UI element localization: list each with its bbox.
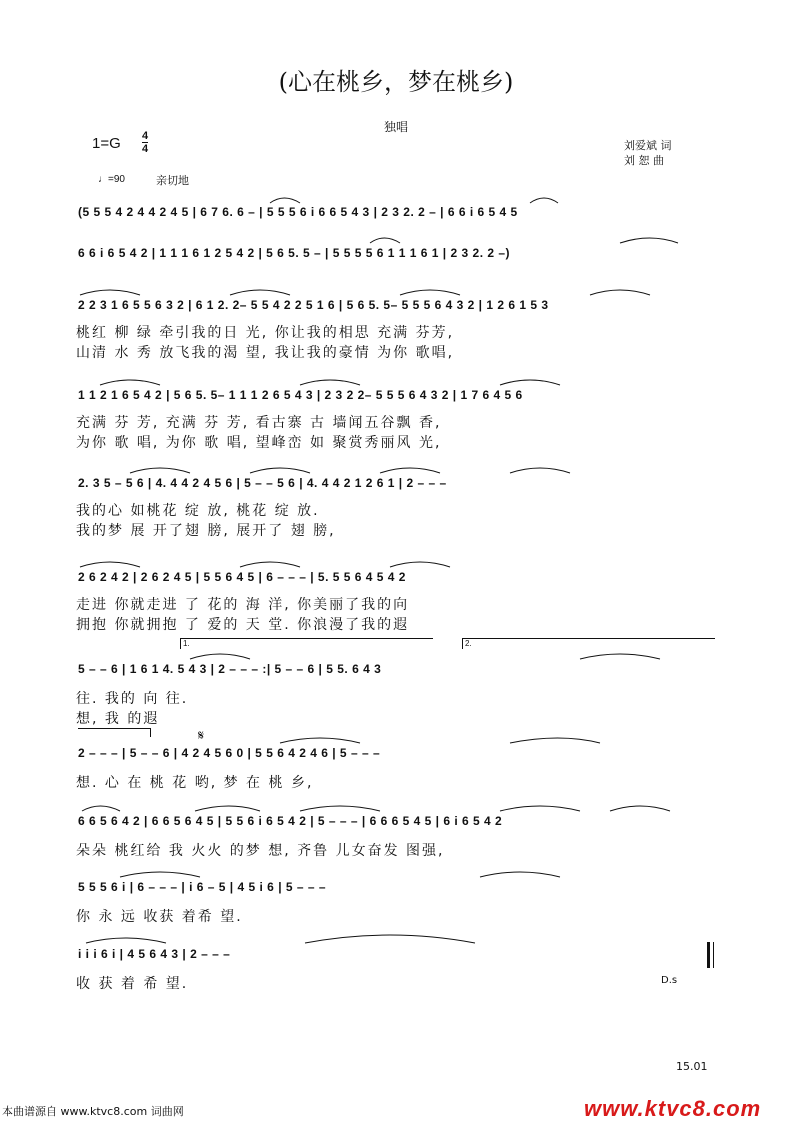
slur <box>100 380 160 385</box>
lyrics-line-11: 收 获 着 希 望. <box>76 976 189 992</box>
notation-line-4: 1 1 2 1 6 5 4 2 | 5 6 5. 5– 1 1 1 2 6 5 4 3 | 2 3 2 2– 5 5 5 6 4 3 2 | 1 7 6 4 5 6 <box>78 388 523 402</box>
slur <box>86 938 166 943</box>
second-ending-bracket: 2. <box>462 638 715 649</box>
notation-line-7: 5 – – 6 | 1 6 1 4. 5 4 3 | 2 – – – :| 5 – – 6 | 5 5. 6 4 3 <box>78 662 382 676</box>
lyrics-line-7a: 往. 我的 向 往. <box>76 691 189 707</box>
lyrics-line-6a: 走进 你就走进 了 花的 海 洋, 你美丽了我的向 <box>76 597 410 613</box>
slur <box>300 380 360 385</box>
slur <box>390 562 450 567</box>
lyrics-line-5b: 我的梦 展 开了翅 膀, 展开了 翅 膀, <box>76 523 336 539</box>
slur <box>190 654 250 659</box>
slur <box>305 935 475 943</box>
slur <box>270 198 300 203</box>
notation-line-2: 6 6 i 6 5 4 2 | 1 1 1 6 1 2 5 4 2 | 5 6 5. 5 – | 5 5 5 5 6 1 1 1 6 1 | 2 3 2. 2 –) <box>78 246 511 260</box>
slur <box>500 806 580 811</box>
slur <box>80 290 140 295</box>
slur <box>590 290 650 295</box>
notation-line-3: 2 2 3 1 6 5 5 6 3 2 | 6 1 2. 2– 5 5 4 2 2 5 1 6 | 5 6 5. 5– 5 5 5 6 4 3 2 | 1 2 6 1 5 3 <box>78 298 549 312</box>
tempo-marking: ♩=90 <box>98 174 125 185</box>
slur <box>380 468 440 473</box>
lyrics-line-3a: 桃红 柳 绿 牵引我的日 光, 你让我的相思 充满 芬芳, <box>76 325 455 341</box>
slur <box>82 806 120 811</box>
site-logo: www.ktvc8.com <box>584 1096 762 1121</box>
lyrics-line-7b: 想, 我 的遐 <box>76 711 160 727</box>
time-signature-top: 4 <box>142 130 149 142</box>
slur <box>500 380 560 385</box>
slur <box>610 806 670 811</box>
slur <box>370 238 400 243</box>
notation-line-8: 2 – – – | 5 – – 6 | 4 2 4 5 6 0 | 5 5 6 4 2 4 6 | 5 – – – <box>78 746 381 760</box>
source-footer: 本曲谱源自 www.ktvc8.com 词曲网 <box>2 1105 184 1118</box>
notation-line-6: 2 6 2 4 2 | 2 6 2 4 5 | 5 5 6 4 5 | 6 – – – | 5. 5 5 6 4 5 4 2 <box>78 570 406 584</box>
slur <box>480 872 560 877</box>
expression-marking: 亲切地 <box>156 174 189 187</box>
lyrics-line-9: 朵朵 桃红给 我 火火 的梦 想, 齐鲁 儿女奋发 图强, <box>76 843 445 859</box>
slur <box>510 738 600 743</box>
lyrics-line-4b: 为你 歌 唱, 为你 歌 唱, 望峰峦 如 聚赏秀丽风 光, <box>76 435 442 451</box>
slur <box>280 738 360 743</box>
first-ending-bracket: 1. <box>180 638 433 649</box>
lyrics-line-6b: 拥抱 你就拥抱 了 爱的 天 堂. 你浪漫了我的遐 <box>76 617 410 633</box>
notation-line-10: 5 5 5 6 i | 6 – – – | i 6 – 5 | 4 5 i 6 | 5 – – – <box>78 880 327 894</box>
lyrics-line-8: 想. 心 在 桃 花 哟, 梦 在 桃 乡, <box>76 775 314 791</box>
slur <box>510 468 570 473</box>
notation-line-1: (5 5 5 4 2 4 4 2 4 5 | 6 7 6. 6 – | 5 5 5 6 i 6 6 5 4 3 | 2 3 2. 2 – | 6 6 i 6 5 4 5 <box>78 205 518 219</box>
performance-type: 独唱 <box>383 120 408 134</box>
slur <box>250 468 310 473</box>
slur <box>240 562 300 567</box>
time-signature-bottom: 4 <box>142 143 149 155</box>
slur <box>580 654 660 659</box>
song-title: (心在桃乡，梦在桃乡) <box>278 68 514 96</box>
slur <box>80 562 140 567</box>
segno-sign: 𝄋 <box>198 728 205 744</box>
slur <box>195 806 260 811</box>
slur <box>130 468 190 473</box>
lyrics-line-5a: 我的心 如桃花 绽 放, 桃花 绽 放. <box>76 503 320 519</box>
slur <box>300 806 380 811</box>
composer-credit: 刘 恕 曲 <box>624 154 664 167</box>
key-signature: 1=G <box>92 135 121 152</box>
lyrics-line-3b: 山清 水 秀 放飞我的渴 望, 我让我的豪情 为你 歌唱, <box>76 345 455 361</box>
dal-segno-marking: D.s <box>661 975 678 986</box>
slur <box>620 238 678 243</box>
notation-line-11: i i i 6 i | 4 5 6 4 3 | 2 – – – <box>78 947 231 961</box>
notation-line-5: 2. 3 5 – 5 6 | 4. 4 4 2 4 5 6 | 5 – – 5 6 | 4. 4 4 2 1 2 6 1 | 2 – – – <box>78 476 447 490</box>
slur <box>530 198 558 203</box>
notation-line-9: 6 6 5 6 4 2 | 6 6 5 6 4 5 | 5 5 6 i 6 5 4 2 | 5 – – – | 6 6 6 5 4 5 | 6 i 6 5 4 2 <box>78 814 503 828</box>
slur <box>120 872 200 877</box>
page-number: 15.01 <box>676 1060 708 1073</box>
slur <box>400 290 460 295</box>
slur <box>230 290 290 295</box>
lyrics-line-4a: 充满 芬 芳, 充满 芬 芳, 看古寨 古 墙闻五谷飘 香, <box>76 415 442 431</box>
lyricist-credit: 刘爱斌 词 <box>624 139 672 152</box>
lyrics-line-10: 你 永 远 收获 着希 望. <box>76 909 243 925</box>
